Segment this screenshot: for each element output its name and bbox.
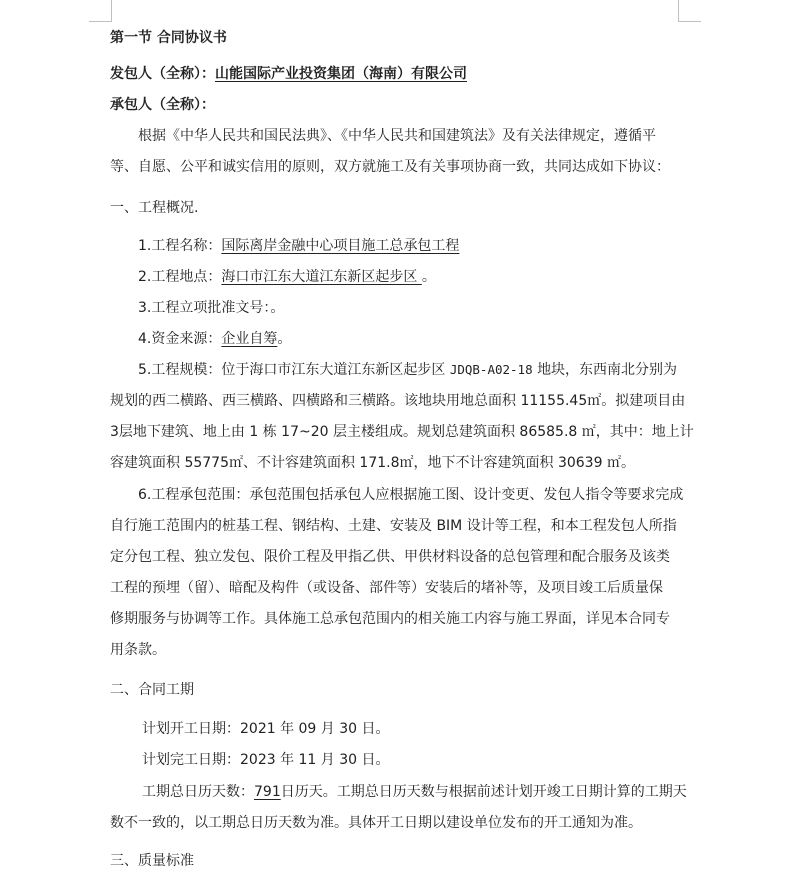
item1-label: 1.工程名称：: [138, 238, 222, 254]
item4-label: 4.资金来源：: [138, 331, 222, 347]
intro-line-1: 根据《中华人民共和国民法典》、《中华人民共和国建筑法》及有关法律规定，遵循平: [138, 128, 656, 144]
section1-heading: 一、工程概况.: [110, 200, 199, 216]
party-b-line: [110, 95, 215, 115]
party-a-label: 发包人（全称）：: [110, 66, 215, 82]
total-days-value: 791: [254, 784, 281, 800]
total-days-rest: 日历天。工期总日历天数与根据前述计划开竣工日期计算的工期天: [280, 784, 687, 800]
item5-text-a: 5.工程规模：位于海口市江东大道江东新区起步区: [138, 362, 446, 378]
item2-line: [138, 267, 436, 287]
item6-line-3: 定分包工程、独立发包、限价工程及甲指乙供、甲供材料设备的总包管理和配合服务及该类: [110, 549, 670, 565]
item5-line-3: 3层地下建筑、地上由 1 栋 17~20 层主楼组成。规划总建筑面积 86585.8 ㎡，其中：地上计: [110, 424, 694, 440]
item5-line-2: 规划的西二横路、西三横路、四横路和三横路。该地块用地总面积 11155.45㎡。拟建项目由: [110, 393, 686, 409]
item1-value: 国际离岸金融中心项目施工总承包工程: [221, 238, 460, 254]
item4-suffix: 。: [277, 331, 292, 347]
party-b-label: 承包人（全称）：: [110, 97, 215, 113]
item6-line-6: 用条款。: [110, 642, 166, 658]
total-days-line-2: 数不一致的，以工期总日历天数为准。具体开工日期以建设单位发布的开工通知为准。: [110, 815, 642, 831]
planned-end-date: 计划完工日期：2023 年 11 月 30 日。: [142, 752, 390, 768]
item3-suffix: 。: [270, 300, 285, 316]
section-title: 第一节 合同协议书: [110, 30, 227, 46]
item5-code: JDQB-A02-18: [449, 362, 533, 377]
item5-line-4: 容建筑面积 55775㎡、不计容建筑面积 171.8㎡，地下不计容建筑面积 30639 ㎡。: [110, 455, 635, 471]
party-a-line: [110, 64, 467, 84]
section3-heading: 三、质量标准: [110, 853, 194, 869]
item6-line-2: 自行施工范围内的桩基工程、钢结构、土建、安装及 BIM 设计等工程，和本工程发包人所指: [110, 518, 677, 534]
planned-start-date: 计划开工日期：2021 年 09 月 30 日。: [142, 721, 390, 737]
item1-line: [138, 236, 459, 256]
item5-text-b: 地块，东西南北分别为: [537, 362, 678, 378]
crop-mark-right-h: [679, 21, 701, 22]
item6-line-1: 6.工程承包范围：承包范围包括承包人应根据施工图、设计变更、发包人指令等要求完成: [138, 487, 684, 503]
item6-line-5: 修期服务与协调等工作。具体施工总承包范围内的相关施工内容与施工界面，详见本合同专: [110, 611, 670, 627]
item4-value: 企业自筹: [221, 331, 278, 347]
section2-heading: 二、合同工期: [110, 682, 194, 698]
party-a-name: 山能国际产业投资集团（海南）有限公司: [215, 66, 467, 82]
total-days-label: 工期总日历天数：: [142, 784, 254, 800]
item2-label: 2.工程地点：: [138, 269, 222, 285]
item4-line: [138, 329, 291, 349]
total-days-line-1: [142, 782, 687, 802]
item5-line-1: [138, 360, 677, 380]
crop-mark-right: [678, 0, 679, 22]
item3-label: 3.工程立项批准文号：: [138, 300, 271, 316]
crop-mark-left: [111, 0, 112, 22]
intro-line-2: 等、自愿、公平和诚实信用的原则，双方就施工及有关事项协商一致，共同达成如下协议：: [110, 159, 670, 175]
item2-suffix: 。: [421, 269, 436, 285]
item6-line-4: 工程的预埋（留）、暗配及构件（或设备、部件等）安装后的堵补等，及项目竣工后质量保: [110, 580, 663, 596]
item3-line: [138, 298, 284, 318]
item2-value: 海口市江东大道江东新区起步区: [221, 269, 422, 285]
crop-mark-left-h: [89, 21, 111, 22]
